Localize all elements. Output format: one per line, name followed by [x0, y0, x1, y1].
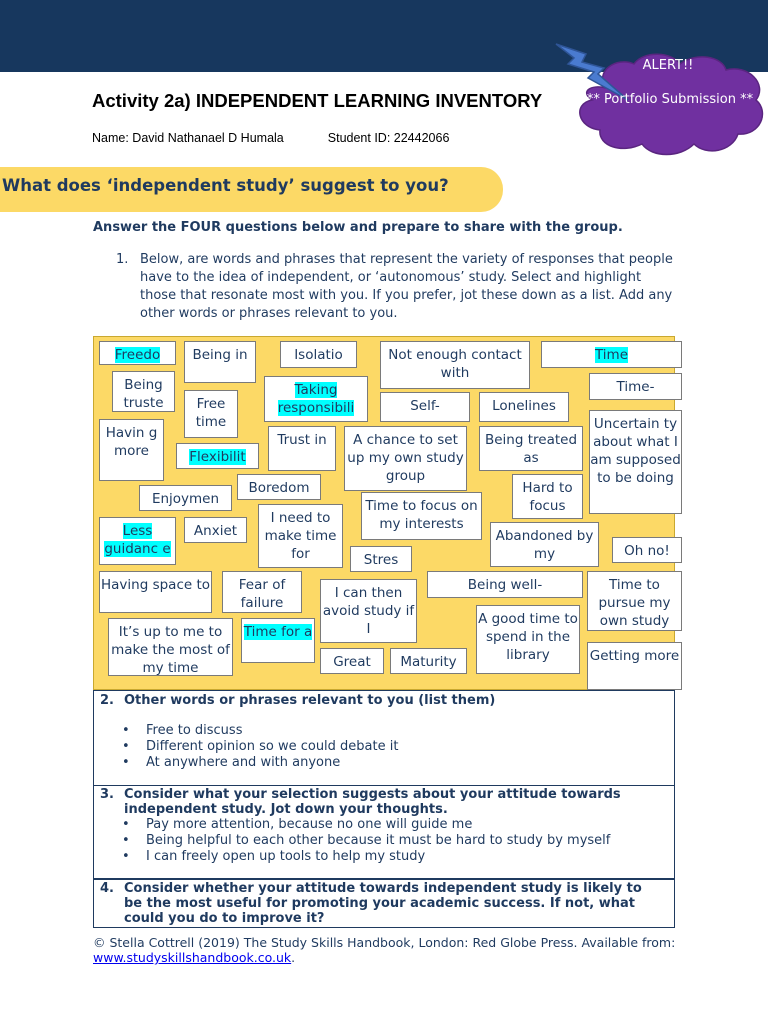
- word-box[interactable]: [587, 571, 682, 631]
- word-text: Having space to: [100, 577, 211, 593]
- q2-bullet: • Different opinion so we could debate it: [146, 739, 398, 755]
- word-text: Anxiet: [193, 523, 238, 539]
- student-id: Student ID: 22442066: [327, 131, 450, 145]
- word-text: I can then avoid study if I: [322, 585, 415, 637]
- word-text: Fear of failure: [238, 577, 286, 611]
- instruction-text: Answer the FOUR questions below and prepare to share with the group.: [93, 220, 623, 235]
- word-text: Time-: [616, 379, 655, 395]
- word-text: Less guidanc e: [104, 523, 171, 557]
- word-box[interactable]: [99, 341, 176, 365]
- alert-label: ALERT!!: [642, 58, 694, 73]
- question-1-number: 1.: [116, 252, 129, 267]
- portfolio-submission-label: ** Portfolio Submission **: [586, 92, 754, 107]
- word-text: Being truste: [123, 377, 164, 411]
- question-2-heading: 2. Other words or phrases relevant to you (list them): [100, 693, 496, 708]
- word-box[interactable]: [427, 571, 583, 598]
- word-box[interactable]: [380, 341, 530, 389]
- q3-bullet: • Pay more attention, because no one will guide me: [146, 817, 472, 833]
- word-box[interactable]: [222, 571, 302, 613]
- word-box[interactable]: [320, 648, 384, 674]
- question-4-heading: 4. Consider whether your attitude towards independent study is likely to be the most useful for promoting your academic success. If not, what could you do to improve it?: [100, 881, 642, 926]
- word-box[interactable]: [350, 546, 412, 572]
- word-text: Lonelines: [492, 398, 556, 414]
- banner-question: What does ‘independent study’ suggest to you?: [2, 176, 449, 195]
- word-text: Flexibilit: [189, 449, 246, 465]
- q3-bullet: • I can freely open up tools to help my study: [146, 849, 425, 865]
- word-box[interactable]: [108, 618, 233, 676]
- word-text: I need to make time for: [264, 510, 337, 562]
- word-box[interactable]: [479, 392, 569, 422]
- word-box[interactable]: [184, 517, 247, 543]
- word-box[interactable]: [99, 571, 212, 613]
- word-text: Maturity: [400, 654, 457, 670]
- word-text: Being treated as: [484, 432, 578, 466]
- word-text: Boredom: [248, 480, 310, 496]
- word-box[interactable]: [479, 426, 583, 471]
- word-text: Hard to focus: [522, 480, 573, 514]
- question-4-box: [93, 879, 675, 928]
- word-text: Being well-: [467, 577, 543, 593]
- word-box[interactable]: [490, 522, 599, 567]
- word-box[interactable]: [139, 485, 232, 511]
- word-text: A chance to set up my own study group: [347, 432, 464, 484]
- word-box[interactable]: [237, 474, 321, 500]
- word-text: Freedo: [114, 347, 161, 363]
- question-1-text: Below, are words and phrases that represent the variety of responses that people have to the idea of independent, or ‘autonomous’ study. Select and highlight those that resonate most with you. If you prefer, jot these down as a list. Add any other words or phrases relevant to you.: [140, 252, 673, 321]
- word-text: Self-: [410, 398, 440, 414]
- question-banner: [0, 167, 503, 212]
- word-text: Time for a: [243, 624, 313, 640]
- word-box[interactable]: [344, 426, 467, 491]
- word-text: Time: [594, 347, 629, 363]
- word-box[interactable]: [390, 648, 467, 674]
- word-text: Enjoymen: [151, 491, 220, 507]
- word-box[interactable]: [612, 537, 682, 563]
- footer-text: © Stella Cottrell (2019) The Study Skills Handbook, London: Red Globe Press. Available from:: [93, 935, 676, 950]
- word-text: Abandoned by my: [495, 528, 594, 562]
- word-box[interactable]: [184, 390, 238, 438]
- student-info: [92, 131, 449, 145]
- q2-bullet: • At anywhere and with anyone: [146, 755, 340, 771]
- word-box[interactable]: [476, 605, 580, 674]
- word-text: Havin g more: [105, 425, 158, 459]
- word-text: Getting more: [589, 648, 680, 664]
- word-text: Great: [333, 654, 371, 670]
- word-box[interactable]: [184, 341, 256, 383]
- word-box[interactable]: [587, 642, 682, 690]
- word-text: Uncertain ty about what I am supposed to be doing: [590, 416, 681, 486]
- word-box[interactable]: [112, 371, 175, 412]
- word-text: Free time: [195, 396, 227, 430]
- word-box[interactable]: [589, 373, 682, 400]
- word-box[interactable]: [541, 341, 682, 368]
- word-box[interactable]: [264, 376, 368, 422]
- word-box[interactable]: [99, 419, 164, 481]
- word-box[interactable]: [361, 492, 482, 540]
- q3-bullet: • Being helpful to each other because it must be hard to study by myself: [146, 833, 610, 849]
- word-box[interactable]: [99, 517, 176, 565]
- word-box[interactable]: [380, 392, 470, 422]
- word-text: Time to focus on my interests: [365, 498, 478, 532]
- question-3-heading: 3. Consider what your selection suggests about your attitude towards independent study. Jot down your thoughts.: [100, 787, 621, 817]
- question-3-box: [93, 785, 675, 879]
- word-box[interactable]: [280, 341, 357, 368]
- word-text: Oh no!: [624, 543, 670, 559]
- word-text: Not enough contact with: [388, 347, 522, 381]
- word-text: Trust in: [277, 432, 327, 448]
- q2-bullet: • Free to discuss: [146, 723, 242, 739]
- word-text: A good time to spend in the library: [478, 611, 578, 663]
- word-box[interactable]: [320, 579, 417, 643]
- question-2-box: [93, 690, 675, 786]
- word-text: Isolatio: [294, 347, 343, 363]
- footer-link[interactable]: www.studyskillshandbook.co.uk: [93, 950, 292, 965]
- word-box[interactable]: [241, 618, 315, 663]
- student-name: Name: David Nathanael D Humala: [92, 131, 284, 145]
- word-text: Taking responsibili: [277, 382, 355, 416]
- word-text: Stres: [363, 552, 399, 568]
- word-box[interactable]: [176, 443, 259, 469]
- word-box[interactable]: [512, 474, 583, 519]
- word-text: Being in: [192, 347, 248, 363]
- word-box[interactable]: [258, 504, 343, 568]
- word-box[interactable]: [589, 410, 682, 514]
- word-text: Time to pursue my own study: [598, 577, 671, 629]
- page-title: Activity 2a) INDEPENDENT LEARNING INVENTORY: [92, 90, 543, 111]
- word-box[interactable]: [268, 426, 336, 471]
- word-text: It’s up to me to make the most of my time: [111, 624, 230, 676]
- footer-citation: © Stella Cottrell (2019) The Study Skills Handbook, London: Red Globe Press. Available from: www.studyskillshandbook.co.uk.: [93, 935, 676, 965]
